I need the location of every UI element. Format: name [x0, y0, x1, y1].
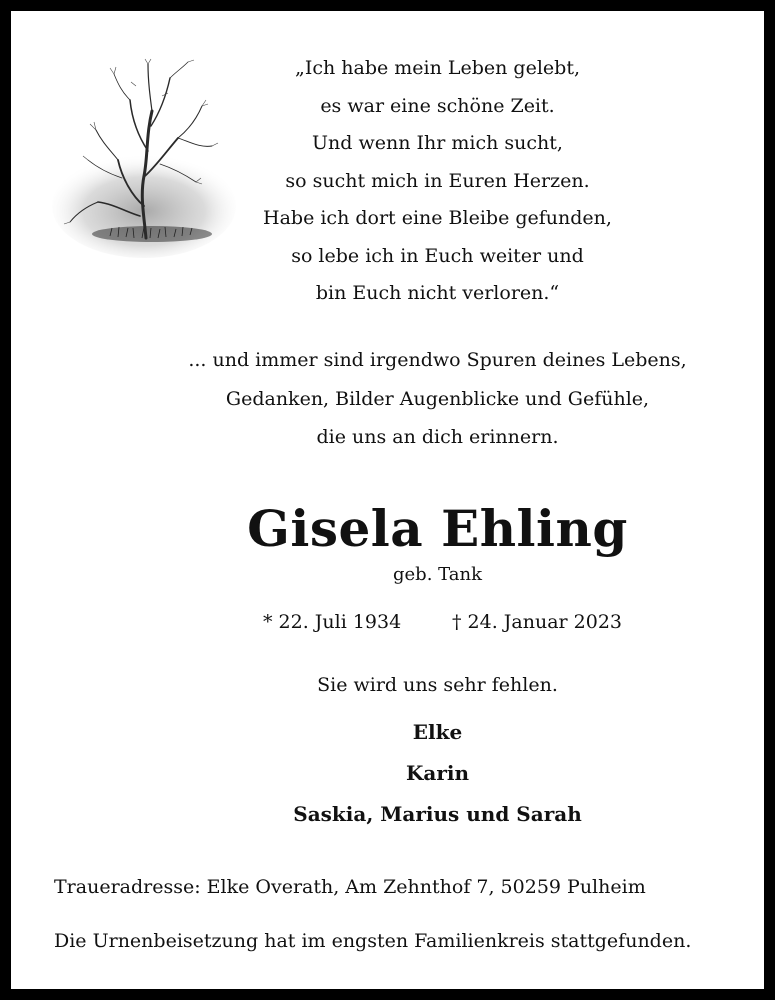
verse — [130, 341, 745, 457]
mourner-name: Elke — [412, 720, 463, 744]
birth-date: * 22. Juli 1934 — [263, 611, 402, 633]
verse-line: Gedanken, Bilder Augenblicke und Gefühle, — [225, 387, 650, 410]
verse-line: ... und immer sind irgendwo Spuren deines Lebens, — [188, 349, 687, 371]
poem-line: so lebe ich in Euch weiter und — [291, 244, 584, 267]
poem-line: bin Euch nicht verloren.“ — [315, 282, 560, 304]
poem — [200, 50, 675, 313]
mourning-address: Traueradresse: Elke Overath, Am Zehnthof 7, 50259 Pulheim — [54, 876, 646, 898]
poem-line: so sucht mich in Euren Herzen. — [285, 169, 590, 192]
poem-line: es war eine schöne Zeit. — [320, 94, 555, 117]
death-date: † 24. Januar 2023 — [452, 611, 623, 633]
verse-line: die uns an dich erinnern. — [316, 426, 559, 448]
poem-line: Und wenn Ihr mich sucht, — [312, 132, 563, 154]
poem-line: „Ich habe mein Leben gelebt, — [295, 57, 580, 79]
deceased-name: Gisela Ehling — [247, 499, 628, 558]
maiden-name: geb. Tank — [393, 564, 482, 585]
poem-line: Habe ich dort eine Bleibe gefunden, — [263, 207, 612, 229]
mourners — [200, 712, 675, 835]
burial-note: Die Urnenbeisetzung hat im engsten Familienkreis stattgefunden. — [54, 930, 692, 952]
mourner-name: Karin — [405, 761, 470, 785]
farewell-message: Sie wird uns sehr fehlen. — [317, 674, 558, 696]
mourner-name: Saskia, Marius und Sarah — [293, 802, 582, 826]
